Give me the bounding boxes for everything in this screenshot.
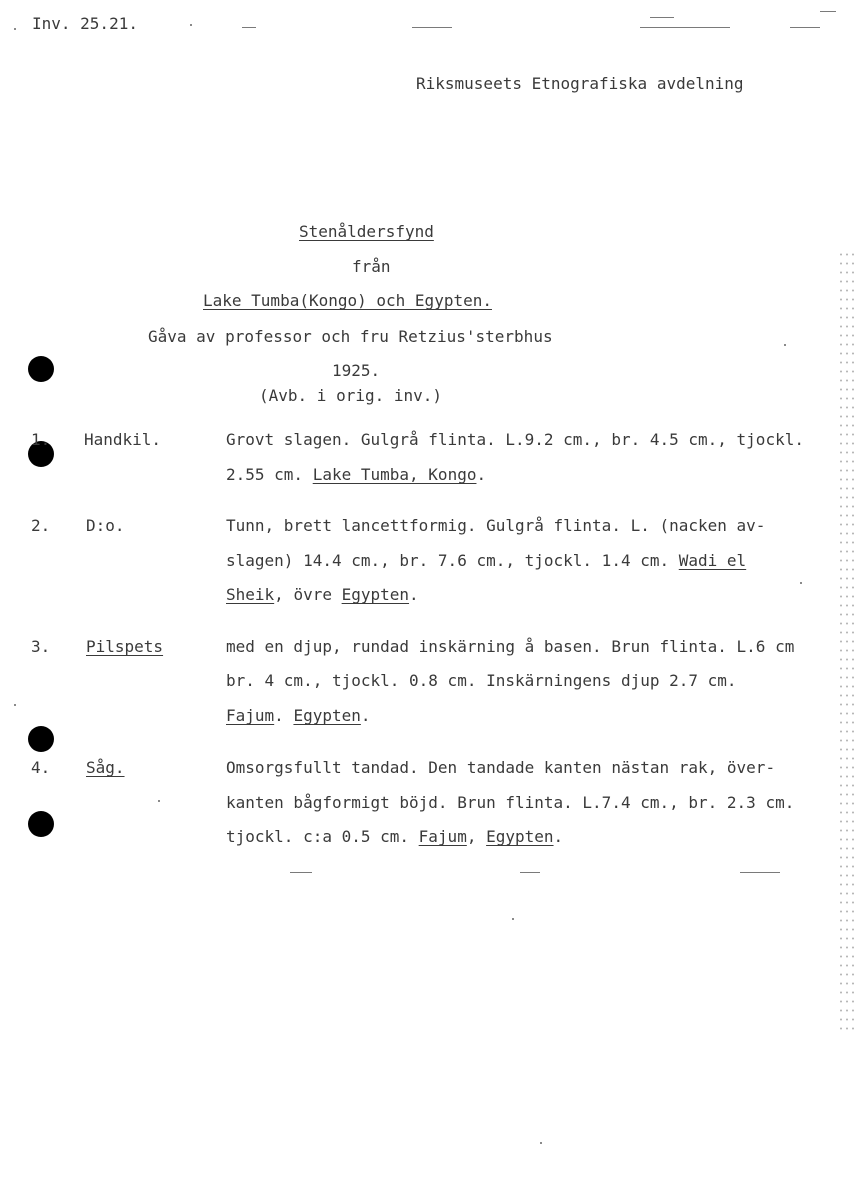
entry-text-line [226, 706, 371, 725]
inventory-number: Inv. 25.21. [32, 14, 138, 33]
locality: Fajum [418, 827, 467, 846]
scan-mark [740, 872, 780, 873]
entry-text-line [226, 827, 563, 846]
scan-mark [14, 704, 16, 706]
text-fragment: , övre [274, 585, 342, 604]
punch-hole [28, 726, 54, 752]
entry-text-line [226, 430, 804, 449]
entry-name: Handkil. [84, 430, 162, 449]
text-fragment: . [360, 706, 371, 725]
year: 1925. [332, 361, 381, 380]
text-fragment: Tunn, brett lancettformig. Gulgrå flinta. L. (nacken av- [226, 516, 766, 535]
scan-mark [784, 344, 786, 346]
entry-name: Pilspets [86, 637, 164, 656]
entry-text-line [226, 671, 737, 690]
title-origin: Lake Tumba(Kongo) och Egypten. [203, 291, 492, 310]
entry-text-line [226, 585, 419, 604]
entry-number: 2. [31, 516, 51, 535]
image-note: (Avb. i orig. inv.) [259, 386, 443, 405]
punch-hole [28, 811, 54, 837]
text-fragment: . [274, 706, 294, 725]
entry-text-line [226, 551, 746, 570]
entry-text-line [226, 793, 794, 812]
text-fragment: tjockl. c:a 0.5 cm. [226, 827, 419, 846]
scan-mark [512, 918, 514, 920]
locality: Wadi el [678, 551, 747, 570]
punch-hole [28, 356, 54, 382]
entry-text-line [226, 637, 794, 656]
entry-number: 3. [31, 637, 51, 656]
text-fragment: , [466, 827, 487, 846]
entry-name: Såg. [86, 758, 125, 777]
scan-mark [520, 872, 540, 873]
text-fragment: 2.55 cm. [226, 465, 313, 484]
entry-text-line [226, 465, 486, 484]
institution-name: Riksmuseets Etnografiska avdelning [416, 74, 744, 93]
text-fragment: br. 4 cm., tjockl. 0.8 cm. Inskärningens djup 2.7 cm. [226, 671, 737, 690]
locality: Sheik [226, 585, 275, 604]
title-from: från [352, 257, 391, 276]
text-fragment: . [553, 827, 564, 846]
scan-mark [790, 27, 820, 28]
entry-name: D:o. [86, 516, 125, 535]
text-fragment: Omsorgsfullt tandad. Den tandade kanten nästan rak, över- [226, 758, 776, 777]
locality: Lake Tumba, Kongo [312, 465, 477, 484]
text-fragment: . [409, 585, 419, 604]
scan-mark [290, 872, 312, 873]
locality: Egypten [486, 827, 554, 846]
text-fragment: Grovt slagen. Gulgrå flinta. L.9.2 cm., br. 4.5 cm., tjockl. [226, 430, 804, 449]
entry-number: 1. [31, 430, 51, 449]
scan-mark [820, 11, 836, 12]
locality: Fajum [226, 706, 275, 725]
scan-mark [14, 28, 16, 30]
scan-mark [540, 1142, 542, 1144]
scan-mark [190, 24, 192, 26]
entry-text-line [226, 758, 775, 777]
entry-number: 4. [31, 758, 51, 777]
scan-mark [650, 17, 674, 18]
scan-mark [242, 27, 256, 28]
text-fragment: med en djup, rundad inskärning å basen. Brun flinta. L.6 cm [226, 637, 795, 656]
locality: Egypten [293, 706, 361, 725]
scan-edge-noise [838, 250, 856, 1030]
locality: Egypten [341, 585, 410, 604]
text-fragment: slagen) 14.4 cm., br. 7.6 cm., tjockl. 1.4 cm. [226, 551, 679, 570]
entry-text-line [226, 516, 765, 535]
collection-title: Stenåldersfynd [299, 222, 434, 241]
text-fragment: . [476, 465, 487, 484]
donor-line: Gåva av professor och fru Retzius'sterbhus [148, 327, 553, 346]
scan-mark [640, 27, 730, 28]
text-fragment: kanten bågformigt böjd. Brun flinta. L.7.4 cm., br. 2.3 cm. [226, 793, 795, 812]
scan-mark [800, 582, 802, 584]
scan-mark [412, 27, 452, 28]
scan-mark [158, 800, 160, 802]
